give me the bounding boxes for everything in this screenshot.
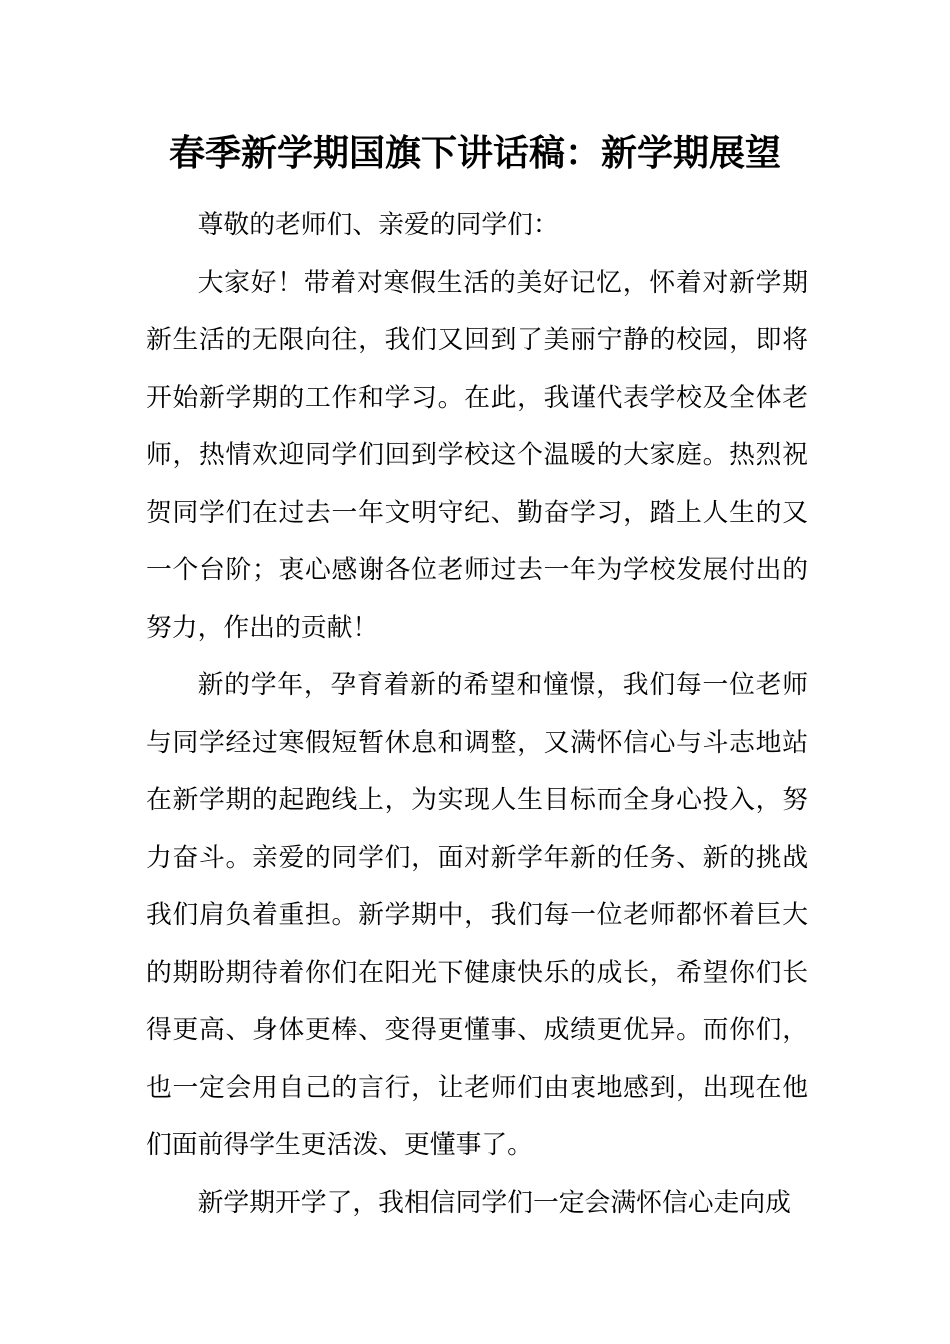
salutation-paragraph: 尊敬的老师们、亲爱的同学们： (197, 210, 559, 240)
document-body (146, 197, 808, 1232)
body-paragraph: 新的学年，孕育着新的希望和憧憬，我们每一位老师与同学经过寒假短暂休息和调整，又满怀信心与斗志地站在新学期的起跑线上，为实现人生目标而全身心投入，努力奋斗。亲爱的同学们，面对新学年新的任务、新的挑战我们肩负着重担。新学期中，我们每一位老师都怀着巨大的期盼期待着你们在阳光下健康快乐的成长，希望你们长得更高、身体更棒、变得更懂事、成绩更优异。而你们，也一定会用自己的言行，让老师们由衷地感到，出现在他们面前得学生更活泼、更懂事了。 (146, 670, 808, 1160)
body-paragraph: 大家好！带着对寒假生活的美好记忆，怀着对新学期新生活的无限向往，我们又回到了美丽宁静的校园，即将开始新学期的工作和学习。在此，我谨代表学校及全体老师，热情欢迎同学们回到学校这个温暖的大家庭。热烈祝贺同学们在过去一年文明守纪、勤奋学习，踏上人生的又一个台阶；衷心感谢各位老师过去一年为学校发展付出的努力，作出的贡献！ (146, 267, 808, 643)
document-title: 春季新学期国旗下讲话稿：新学期展望 (168, 132, 781, 174)
body-paragraph: 新学期开学了，我相信同学们一定会满怀信心走向成 (197, 1187, 791, 1218)
